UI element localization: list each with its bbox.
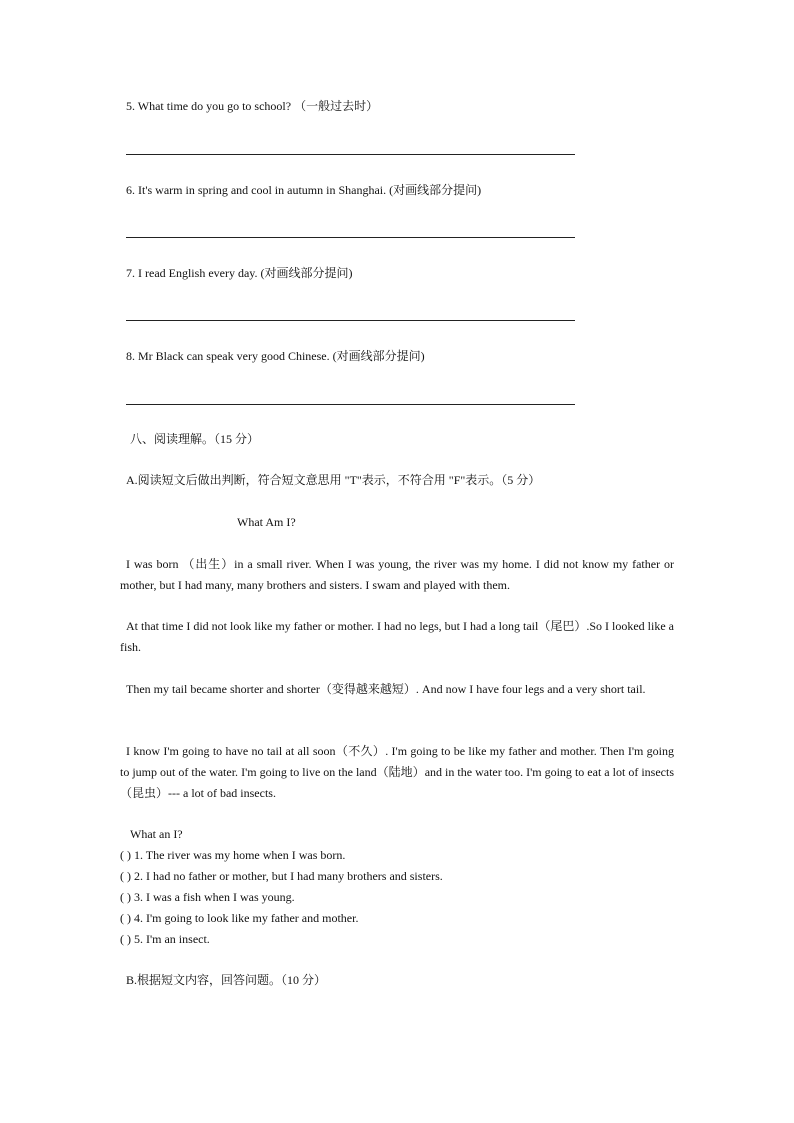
judgement-item[interactable]: ( ) 1. The river was my home when I was born. <box>120 848 346 862</box>
passage-paragraph: I was born （出生）in a small river. When I was young, the river was my home. I did not know my father or mother, but I had many, many brothers and sisters. I swam and played with them. <box>120 557 674 592</box>
judgement-item[interactable]: ( ) 4. I'm going to look like my father and mother. <box>120 911 359 925</box>
question-6: 6. It's warm in spring and cool in autumn in Shanghai. (对画线部分提问) <box>126 183 482 197</box>
answer-line-8[interactable] <box>126 404 575 405</box>
closing-question: What an I? <box>130 827 183 841</box>
passage-paragraph: At that time I did not look like my father or mother. I had no legs, but I had a long tail（尾巴）.So I looked like a fish. <box>120 619 674 654</box>
section-heading: 八、阅读理解。（15 分） <box>130 432 260 446</box>
answer-line-5[interactable] <box>126 154 575 155</box>
question-8: 8. Mr Black can speak very good Chinese. (对画线部分提问) <box>126 349 425 363</box>
answer-line-6[interactable] <box>126 237 575 238</box>
part-b-instruction: B.根据短文内容，回答问题。（10 分） <box>126 973 327 987</box>
part-a-instruction: A.阅读短文后做出判断，符合短文意思用 "T"表示，不符合用 "F"表示。（5 分） <box>126 473 541 487</box>
answer-line-7[interactable] <box>126 320 575 321</box>
judgement-item[interactable]: ( ) 2. I had no father or mother, but I had many brothers and sisters. <box>120 869 443 883</box>
passage-paragraph: Then my tail became shorter and shorter（变得越来越短）. And now I have four legs and a very short tail. <box>126 682 646 696</box>
judgement-item[interactable]: ( ) 3. I was a fish when I was young. <box>120 890 295 904</box>
passage-title: What Am I? <box>237 515 296 529</box>
question-5: 5. What time do you go to school? （一般过去时） <box>126 99 379 113</box>
passage-paragraph: I know I'm going to have no tail at all soon（不久）. I'm going to be like my father and mother. Then I'm going to jump out of the water. I'm going to live on the land（陆地）and in the water too. I'm going to eat a lot of insects（昆虫）--- a lot of bad insects. <box>120 744 674 800</box>
judgement-item[interactable]: ( ) 5. I'm an insect. <box>120 932 210 946</box>
question-7: 7. I read English every day. (对画线部分提问) <box>126 266 353 280</box>
